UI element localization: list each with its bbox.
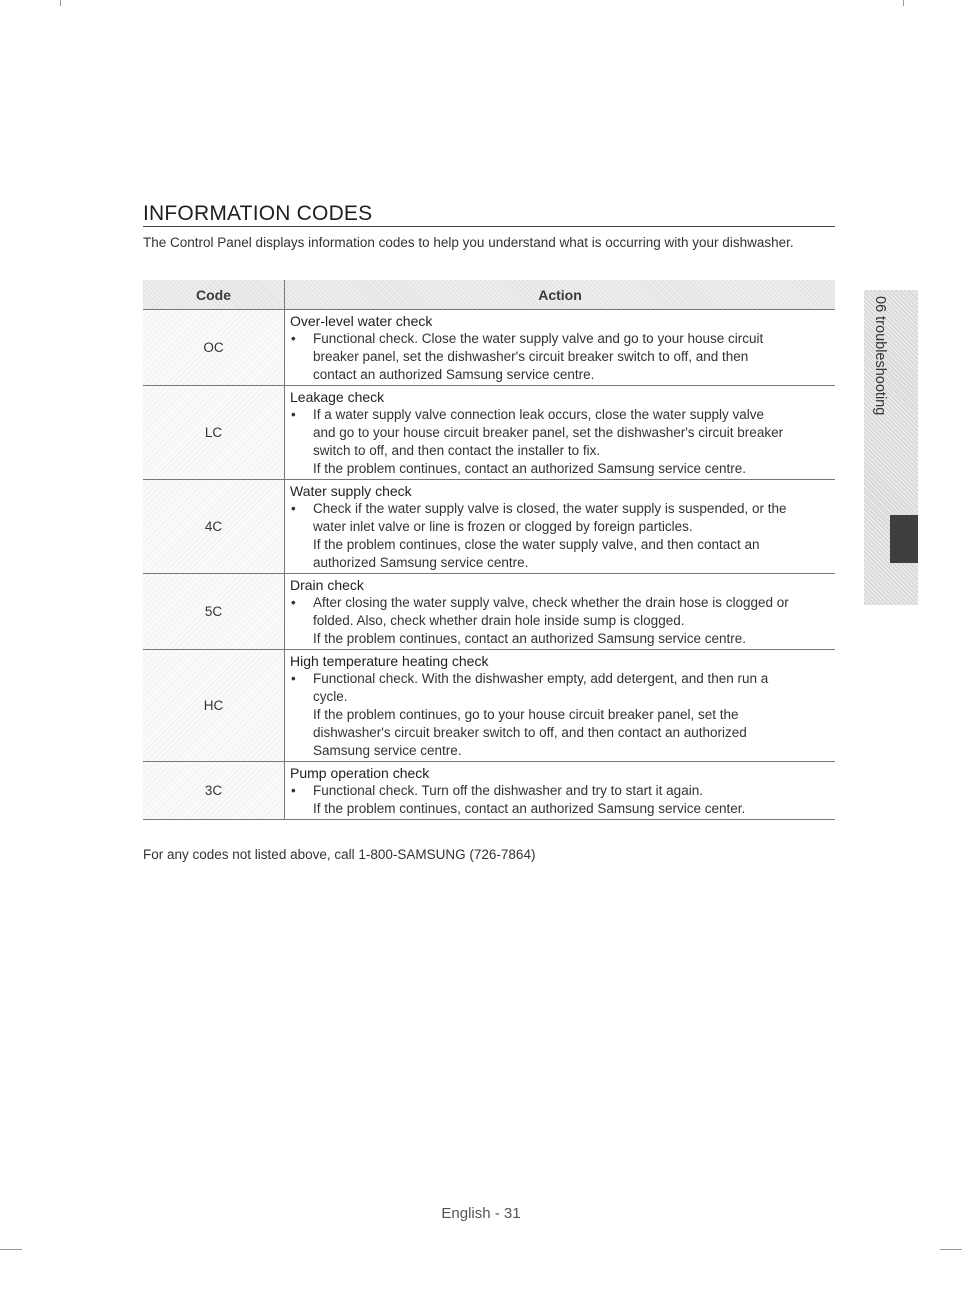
action-line: dishwasher's circuit breaker switch to off, and then contact an authorized [313, 725, 747, 740]
action-line: contact an authorized Samsung service centre. [313, 367, 595, 382]
action-title: Leakage check [290, 389, 385, 405]
table-row [143, 310, 835, 386]
table-row [143, 650, 835, 762]
page-title: INFORMATION CODES [143, 202, 373, 225]
page-number: English - 31 [441, 1205, 521, 1222]
code-cell: 5C [143, 574, 285, 650]
action-line: Samsung service centre. [313, 743, 462, 758]
crop-mark [903, 0, 904, 6]
table-row [143, 480, 835, 574]
code-cell: OC [143, 310, 285, 386]
action-cell [285, 480, 836, 574]
action-cell [285, 574, 836, 650]
action-title: Drain check [290, 577, 364, 593]
action-title: Water supply check [290, 483, 412, 499]
action-line: If the problem continues, contact an authorized Samsung service center. [313, 801, 746, 816]
action-line: Functional check. Turn off the dishwasher and try to start it again. [313, 783, 703, 798]
action-line: If the problem continues, contact an authorized Samsung service centre. [313, 461, 746, 476]
crop-mark [60, 0, 61, 6]
action-line: If the problem continues, close the water supply valve, and then contact an [313, 537, 760, 552]
section-tab-marker [890, 515, 918, 563]
action-line: If the problem continues, contact an authorized Samsung service centre. [313, 631, 746, 646]
action-line: Functional check. Close the water supply valve and go to your house circuit [313, 331, 764, 346]
action-title: Pump operation check [290, 765, 430, 781]
action-line: and go to your house circuit breaker panel, set the dishwasher's circuit breaker [313, 425, 784, 440]
crop-mark [940, 1249, 962, 1250]
action-body [290, 670, 829, 760]
table-header-row [143, 280, 835, 310]
action-line: If the problem continues, go to your house circuit breaker panel, set the [313, 707, 739, 722]
code-cell: 3C [143, 762, 285, 820]
table-row [143, 762, 835, 820]
code-cell: HC [143, 650, 285, 762]
bullet-icon: • [291, 501, 296, 516]
action-line: Check if the water supply valve is closed, the water supply is suspended, or the [313, 501, 787, 516]
information-codes-table [143, 280, 835, 820]
action-line: breaker panel, set the dishwasher's circuit breaker switch to off, and then [313, 349, 749, 364]
table-row [143, 574, 835, 650]
action-line: cycle. [313, 689, 348, 704]
intro-text: The Control Panel displays information codes to help you understand what is occurring with your dishwasher. [143, 235, 794, 250]
code-cell: LC [143, 386, 285, 480]
footnote: For any codes not listed above, call 1-800-SAMSUNG (726-7864) [143, 847, 536, 862]
action-cell [285, 310, 836, 386]
action-line: switch to off, and then contact the installer to fix. [313, 443, 601, 458]
bullet-icon: • [291, 783, 296, 798]
action-body [290, 594, 829, 648]
action-column-header: Action [285, 280, 836, 310]
action-line: Functional check. With the dishwasher empty, add detergent, and then run a [313, 671, 769, 686]
crop-mark [0, 1249, 22, 1250]
action-line: If a water supply valve connection leak occurs, close the water supply valve [313, 407, 764, 422]
action-body [290, 500, 829, 572]
action-line: folded. Also, check whether drain hole inside sump is clogged. [313, 613, 685, 628]
bullet-icon: • [291, 595, 296, 610]
bullet-icon: • [291, 331, 296, 346]
action-cell [285, 762, 836, 820]
bullet-icon: • [291, 407, 296, 422]
action-body [290, 406, 829, 478]
action-body [290, 782, 829, 818]
action-title: Over-level water check [290, 313, 433, 329]
action-line: water inlet valve or line is frozen or clogged by foreign particles. [313, 519, 693, 534]
action-cell [285, 386, 836, 480]
action-title: High temperature heating check [290, 653, 489, 669]
code-column-header: Code [143, 280, 285, 310]
title-divider [143, 226, 835, 227]
action-line: authorized Samsung service centre. [313, 555, 529, 570]
action-line: After closing the water supply valve, check whether the drain hose is clogged or [313, 595, 789, 610]
action-cell [285, 650, 836, 762]
action-body [290, 330, 829, 384]
table-row [143, 386, 835, 480]
bullet-icon: • [291, 671, 296, 686]
code-cell: 4C [143, 480, 285, 574]
section-tab-label: 06 troubleshooting [872, 296, 888, 416]
